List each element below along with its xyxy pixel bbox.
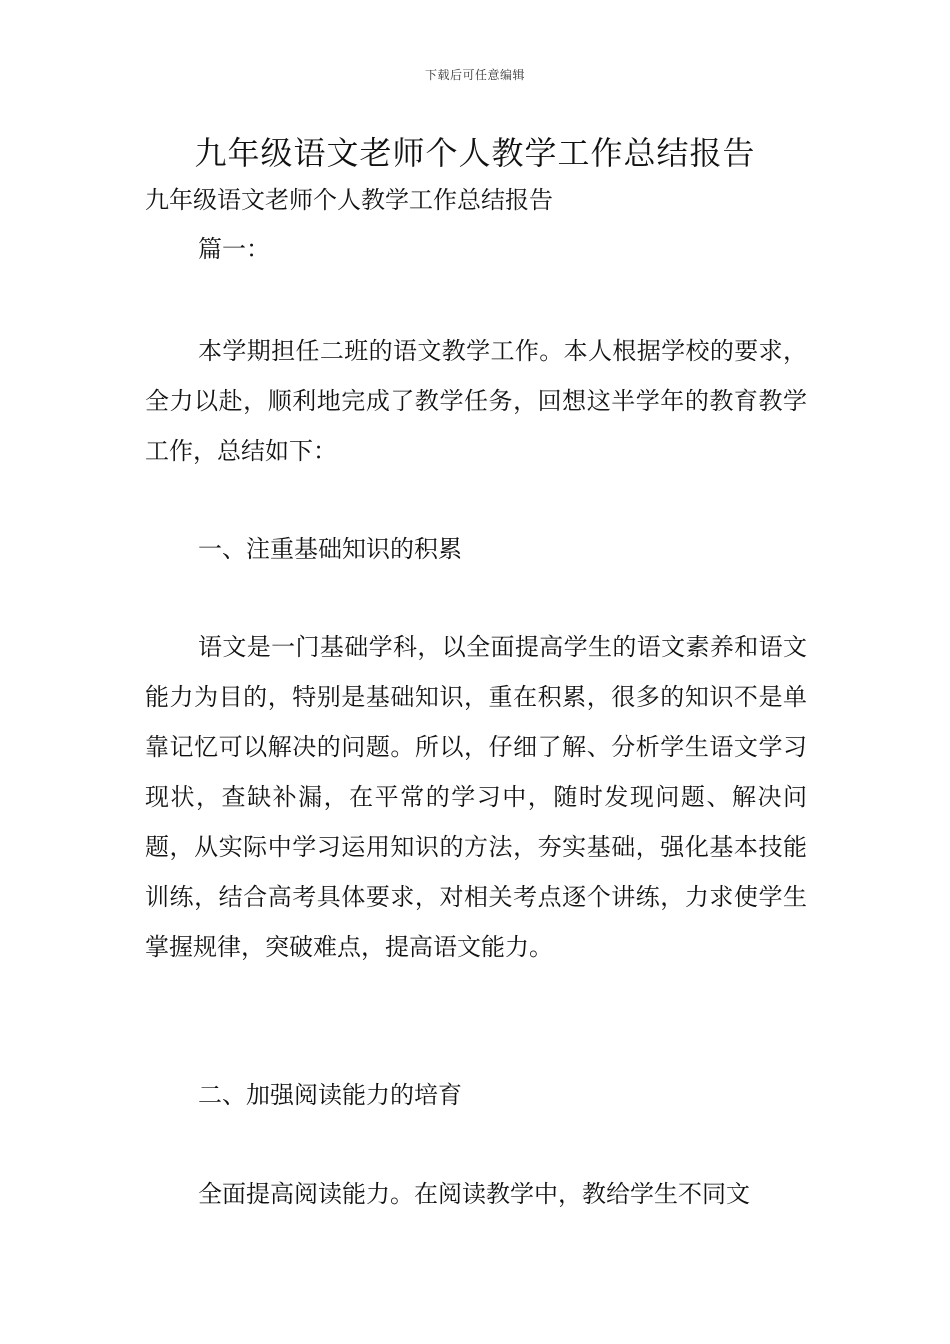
section-2-paragraph: 全面提高阅读能力。在阅读教学中，教给学生不同文 bbox=[198, 1180, 750, 1208]
document-subtitle: 九年级语文老师个人教学工作总结报告 bbox=[145, 186, 553, 214]
section-2-heading: 二、加强阅读能力的培育 bbox=[198, 1081, 462, 1109]
intro-paragraph: 本学期担任二班的语文教学工作。本人根据学校的要求，全力以赴，顺利地完成了教学任务，回想这半学年的教育教学工作，总结如下： bbox=[145, 337, 807, 465]
header-note: 下载后可任意编辑 bbox=[424, 68, 525, 82]
section-1-heading: 一、注重基础知识的积累 bbox=[198, 535, 462, 563]
document-title: 九年级语文老师个人教学工作总结报告 bbox=[194, 134, 756, 172]
section-1-paragraph: 语文是一门基础学科，以全面提高学生的语文素养和语文能力为目的，特别是基础知识，重在积累，很多的知识不是单靠记忆可以解决的问题。所以，仔细了解、分析学生语文学习现状，查缺补漏，在平常的学习中，随时发现问题、解决问题，从实际中学习运用知识的方法，夯实基础，强化基本技能训练，结合高考具体要求，对相关考点逐个讲练，力求使学生掌握规律，突破难点，提高语文能力。 bbox=[145, 633, 807, 961]
part-label: 篇一： bbox=[198, 235, 270, 263]
